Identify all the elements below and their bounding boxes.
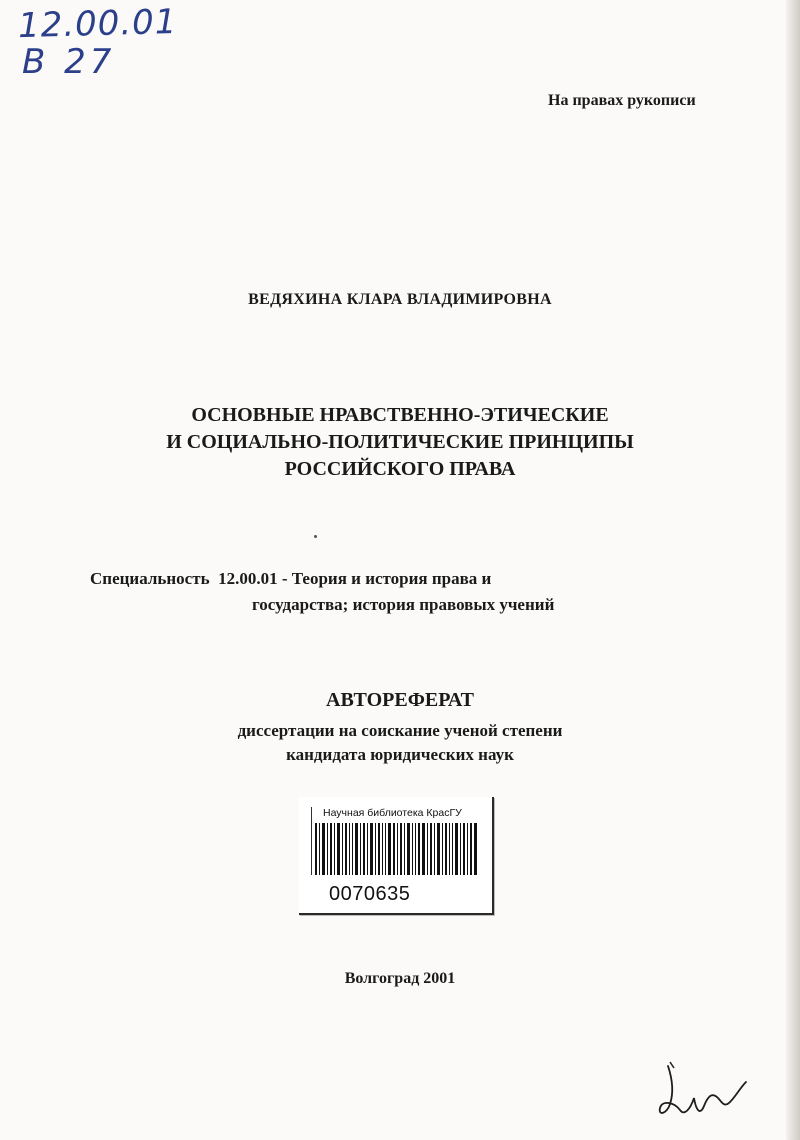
scan-edge <box>786 0 800 1140</box>
barcode-image <box>313 823 481 875</box>
rights-note: На правах рукописи <box>548 92 696 109</box>
scan-speck <box>314 535 317 538</box>
title-line-1: ОСНОВНЫЕ НРАВСТВЕННО-ЭТИЧЕСКИЕ <box>191 404 609 426</box>
title-line-2: И СОЦИАЛЬНО-ПОЛИТИЧЕСКИЕ ПРИНЦИПЫ <box>166 431 634 453</box>
handwritten-signature <box>650 1058 770 1128</box>
specialty-block <box>90 566 554 618</box>
abstract-heading: АВТОРЕФЕРАТ <box>326 689 474 711</box>
abstract-description <box>0 719 800 767</box>
library-name: Научная библиотека КрасГУ <box>323 807 462 819</box>
abstract-line-1: диссертации на соискание ученой степени <box>237 721 563 740</box>
specialty-line-2: государства; история правовых учений <box>252 595 555 614</box>
author-name: ВЕДЯХИНА КЛАРА ВЛАДИМИРОВНА <box>248 291 552 308</box>
city-year: Волгоград 2001 <box>344 970 456 987</box>
title-line-3: РОССИЙСКОГО ПРАВА <box>284 458 516 480</box>
abstract-line-2: кандидата юридических наук <box>286 745 514 764</box>
inventory-number: 0070635 <box>329 883 411 905</box>
dissertation-title <box>0 402 800 483</box>
handwritten-code: 12.00.01 <box>17 1 178 47</box>
specialty-line-1: Специальность 12.00.01 - Теория и история права и <box>90 569 492 588</box>
handwritten-shelf-mark: В 27 <box>22 42 116 82</box>
library-sticker <box>299 797 494 915</box>
